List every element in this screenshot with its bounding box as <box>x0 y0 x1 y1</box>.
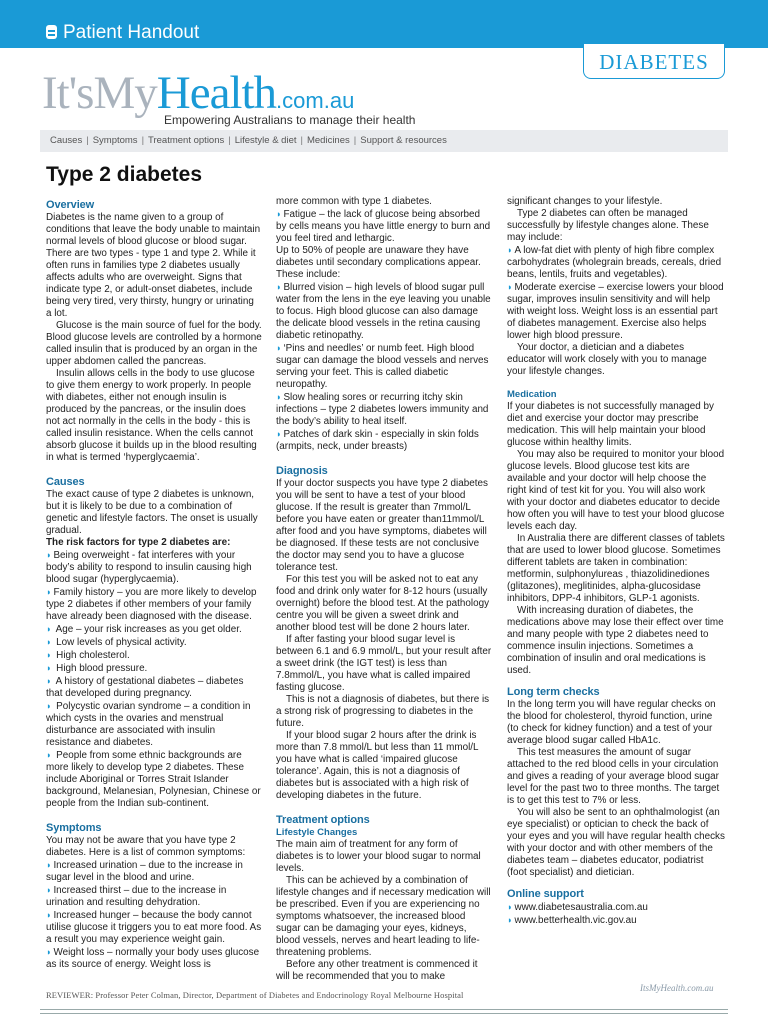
col3-p2: Your doctor, a dietician and a diabetes educator will work closely with you to manage your lifestyle changes. <box>507 342 707 377</box>
risk-item: ◗ A history of gestational diabetes – diabetes that developed during pregnancy. <box>46 675 262 700</box>
symptom-item: ◗ Fatigue – the lack of glucose being absorbed by cells means you have little energy to burn and you feel tired and lethargic. <box>276 208 492 245</box>
nav-support[interactable]: Support & resources <box>360 135 447 146</box>
logo-domain: .com.au <box>276 88 355 113</box>
medication-heading: Medication <box>507 389 557 400</box>
support-link[interactable]: ◗ www.diabetesaustralia.com.au <box>507 901 725 914</box>
symptoms-p: You may not be aware that you have type 2 diabetes. Here is a list of common symptoms: <box>46 835 246 858</box>
diagnosis-p3: If after fasting your blood sugar level is between 6.1 and 6.9 mmol/L, but your result after a sweet drink (the IGT test) is less than 7.8mmol/L, you have what is called impaired fasting glucose. <box>276 634 492 693</box>
overview-p2: Glucose is the main source of fuel for the body. Blood glucose levels are controlled by a hormone called insulin that is produced by an organ in the upper abdomen called the pancreas. <box>46 320 262 367</box>
col3-continuation: significant changes to your lifestyle. <box>507 196 663 207</box>
footer-brand: ItsMyHealth.com.au <box>640 983 714 993</box>
long-term-p3: You will also be sent to an ophthalmologist (an eye specialist) or optician to check the back of your eyes and you will have regular health checks with your doctor and with other members of the diabetes team – diabetes educator, podiatrist (foot specialist) and dietician. <box>507 807 725 878</box>
handout-label <box>46 22 199 44</box>
risk-item: ◗ Low levels of physical activity. <box>46 636 262 649</box>
column-1 <box>46 198 262 971</box>
medication-p2: You may also be required to monitor your blood glucose levels. Blood glucose test kits are available and your doctor will help choose the right kind of test kit for you. You will also work with your doctor and diabetes educator to decide how often you will have to test your blood glucose levels each day. <box>507 449 725 532</box>
complication-item: ◗ Blurred vision – high levels of blood sugar pull water from the lens in the eye leaving you unable to focus. High blood glucose can also damage the delicate blood vessels in the retina causing diabetic retinopathy. <box>276 281 492 342</box>
risk-item: ◗ High blood pressure. <box>46 662 262 675</box>
diagnosis-p2: For this test you will be asked not to eat any food and drink only water for 8-12 hours (usually overnight) before the blood test. At the pathology centre you will be given a sweet drink and another blood test will be done 2 hours later. <box>276 574 490 633</box>
topic-nav <box>40 130 728 152</box>
page-title: Type 2 diabetes <box>46 163 203 186</box>
causes-p: The exact cause of type 2 diabetes is unknown, but it is likely to be due to a combination of genetic and lifestyle factors. The onset is usually gradual. <box>46 489 258 536</box>
section-tab-diabetes: DIABETES <box>583 44 725 79</box>
lifestyle-subheading: Lifestyle Changes <box>276 827 358 838</box>
risk-item: ◗ Polycystic ovarian syndrome – a condition in which cysts in the ovaries and menstrual disturbance are associated with insulin resistance and diabetes. <box>46 700 262 749</box>
overview-heading: Overview <box>46 199 95 211</box>
nav-causes[interactable]: Causes <box>50 135 83 146</box>
nav-medicines[interactable]: Medicines <box>306 135 350 146</box>
risk-item: ◗ Being overweight - fat interferes with your body’s ability to respond to insulin causing high blood sugar (hyperglycaemia). <box>46 549 262 586</box>
risk-heading: The risk factors for type 2 diabetes are: <box>46 537 231 548</box>
diagnosis-p4: This is not a diagnosis of diabetes, but there is a strong risk of progressing to diabetes in the future. <box>276 694 490 729</box>
risk-item: ◗ Family history – you are more likely to develop type 2 diabetes if other members of your family have already been diagnosed with the disease. <box>46 586 262 623</box>
document-icon <box>46 25 57 39</box>
risk-item: ◗ High cholesterol. <box>46 649 262 662</box>
nav-treatment[interactable]: Treatment options <box>148 135 225 146</box>
logo-health: Health <box>156 67 277 119</box>
handout-text: Patient Handout <box>63 22 200 43</box>
medication-p4: With increasing duration of diabetes, the medications above may lose their effect over time and many people with type 2 diabetes need to commence insulin injections. Sometimes a combination of insulin and oral medications is used. <box>507 605 724 676</box>
col2-up-to: Up to 50% of people are unaware they have diabetes until secondary complications appear. These include: <box>276 245 481 280</box>
top-banner <box>0 0 768 48</box>
overview-p3: Insulin allows cells in the body to use glucose to give them energy to work properly. In people with diabetes, either not enough insulin is produced by the pancreas, or the insulin does not act normally in the cells in the body - this is called insulin resistance. When the cells cannot absorb glucose it builds up in the blood resulting in what is termed ‘hyperglycaemia’. <box>46 368 257 463</box>
lifestyle-item: ◗ Moderate exercise – exercise lowers your blood sugar, improves insulin sensitivity and will help with weight loss. Weight loss is an essential part of diabetes management. Exercise also helps lower high blood pressure. <box>507 281 725 342</box>
footer-divider-2 <box>40 1013 728 1014</box>
online-support-heading: Online support <box>507 888 584 900</box>
complication-item: ◗ ‘Pins and needles’ or numb feet. High blood sugar can damage the blood vessels and nerves serving your feet. This is called diabetic neuropathy. <box>276 342 492 391</box>
col2-continuation: more common with type 1 diabetes. <box>276 196 432 207</box>
col3-p1: Type 2 diabetes can often be managed successfully by lifestyle changes alone. These may include: <box>507 208 709 243</box>
treatment-heading: Treatment options <box>276 814 370 826</box>
support-link[interactable]: ◗ www.betterhealth.vic.gov.au <box>507 914 725 927</box>
symptom-item: ◗ Weight loss – normally your body uses glucose as its source of energy. Weight loss is <box>46 946 262 971</box>
complication-item: ◗ Slow healing sores or recurring itchy skin infections – type 2 diabetes lowers immunity and the body’s ability to heal itself. <box>276 391 492 428</box>
overview-p1: Diabetes is the name given to a group of conditions that leave the body unable to maintain normal levels of blood glucose or blood sugar. There are two types - type 1 and type 2. While it often runs in families type 2 diabetes usually affects adults who are overweight. Signs that indicate type 2, or adult-onset diabetes, include being very tired, very thirsty, hungry or urinating a lot. <box>46 212 261 319</box>
diagnosis-p1: If your doctor suspects you have type 2 diabetes you will be sent to have a test of your blood glucose. If the result is greater than 7mmol/L before you have eaten or greater than11mmol/L after food and you have symptoms, diabetes will be diagnosed. If these tests are not conclusive the doctor may send you to have a glucose tolerance test. <box>276 478 488 573</box>
medication-p1: If your diabetes is not successfully managed by diet and exercise your doctor may prescribe medication. This will help maintain your blood glucose within healthy limits. <box>507 401 714 448</box>
long-term-p2: This test measures the amount of sugar attached to the red blood cells in your circulation and gives a reading of your average blood sugar level for the past two to three months. The target is to get this test to 7% or less. <box>507 747 720 806</box>
long-term-p1: In the long term you will have regular checks on the blood for cholesterol, thyroid function, urine (to check for kidney function) and a test of your average blood sugar called HbA1c. <box>507 699 716 746</box>
reviewer-credit: REVIEWER: Professor Peter Colman, Director, Department of Diabetes and Endocrinology Royal Melbourne Hospital <box>46 990 464 1000</box>
causes-heading: Causes <box>46 476 85 488</box>
complication-item: ◗ Patches of dark skin - especially in skin folds (armpits, neck, under breasts) <box>276 428 492 453</box>
medication-p3: In Australia there are different classes of tablets that are used to lower blood glucose. Sometimes different tablets are taken in combination: metformin, sulphonylureas , thiazolidinediones (glitazones), meglitinides, alpha-glucosidase inhibitors, DPP-4 inhibitors, GLP-1 agonists. <box>507 533 725 604</box>
nav-lifestyle[interactable]: Lifestyle & diet <box>234 135 297 146</box>
symptom-item: ◗ Increased urination – due to the increase in sugar level in the blood and urine. <box>46 859 262 884</box>
treatment-p2: This can be achieved by a combination of lifestyle changes and if necessary medication will be prescribed. Even if you are experiencing no symptoms whatsoever, the increased blood sugar can be damaging your eyes, kidneys, blood vessels, nerves and heart leading to life-threatening problems. <box>276 875 491 958</box>
treatment-p3: Before any other treatment is commenced it will be recommended that you to make <box>276 959 478 982</box>
logo-its: It'sMy <box>42 67 157 119</box>
risk-item: ◗ People from some ethnic backgrounds are more likely to develop type 2 diabetes. These include Aboriginal or Torres Strait Islander background, Melanesian, Polynesian, Chinese or people from the Indian sub-continent. <box>46 749 262 810</box>
long-term-heading: Long term checks <box>507 686 600 698</box>
treatment-p1: The main aim of treatment for any form of diabetes is to lower your blood sugar to normal levels. <box>276 839 481 874</box>
footer-divider <box>40 1009 728 1010</box>
risk-item: ◗ Age – your risk increases as you get older. <box>46 623 262 636</box>
symptoms-heading: Symptoms <box>46 822 102 834</box>
diagnosis-p5: If your blood sugar 2 hours after the drink is more than 7.8 mmol/L but less than 11 mmol/L you have what is called ‘impaired glucose tolerance’. Again, this is not a diagnosis of diabetes but is associated with a high risk of developing diabetes in the future. <box>276 730 479 801</box>
column-2 <box>276 196 492 983</box>
nav-symptoms[interactable]: Symptoms <box>92 135 138 146</box>
topic-nav-items: Causes | Symptoms | Treatment options | Lifestyle & diet | Medicines | Support & resources <box>50 135 447 146</box>
symptom-item: ◗ Increased hunger – because the body cannot utilise glucose it triggers you to eat more food. As a result you may experience weight gain. <box>46 909 262 946</box>
tagline: Empowering Australians to manage their health <box>164 113 416 127</box>
lifestyle-item: ◗ A low-fat diet with plenty of high fibre complex carbohydrates (wholegrain breads, cereals, dried beans, lentils, fruits and vegetables). <box>507 244 725 281</box>
diagnosis-heading: Diagnosis <box>276 465 328 477</box>
column-3 <box>507 196 725 927</box>
symptom-item: ◗ Increased thirst – due to the increase in urination and resulting dehydration. <box>46 884 262 909</box>
